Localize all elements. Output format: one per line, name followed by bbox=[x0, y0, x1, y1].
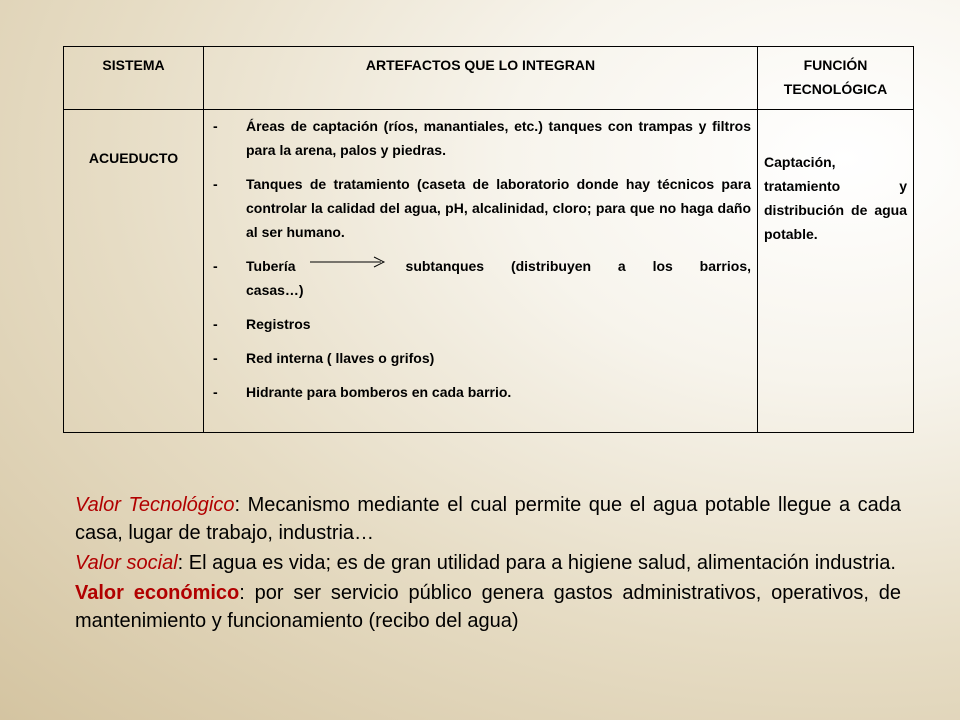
valor-economico-text: : por ser servicio público genera gastos administrativos, operativos, de mantenimiento y funcionamiento (recibo del agua) bbox=[75, 582, 901, 632]
valor-tecnologico-text: : Mecanismo mediante el cual permite que el agua potable llegue a cada casa, lugar de trabajo, industria… bbox=[75, 494, 901, 544]
cell-artefactos bbox=[204, 110, 758, 433]
tuberia-line bbox=[246, 254, 751, 278]
list-item bbox=[210, 380, 751, 404]
subtanques-text: subtanques (distribuyen a los barrios, bbox=[405, 258, 751, 274]
cell-sistema: ACUEDUCTO bbox=[64, 110, 204, 433]
valor-tecnologico bbox=[75, 491, 901, 547]
valor-social bbox=[75, 549, 901, 577]
list-item-text bbox=[246, 254, 751, 302]
bullet-dash: - bbox=[213, 258, 218, 274]
list-item bbox=[210, 114, 751, 162]
list-item bbox=[210, 312, 751, 336]
header-sistema: SISTEMA bbox=[64, 47, 204, 110]
valor-economico-label: Valor económico bbox=[75, 582, 240, 604]
valor-social-label: Valor social bbox=[75, 552, 178, 574]
values-section bbox=[75, 491, 901, 637]
valor-tecnologico-label: Valor Tecnológico bbox=[75, 494, 235, 516]
bullet-dash: - bbox=[213, 316, 218, 332]
table-row bbox=[64, 110, 914, 433]
header-artefactos: ARTEFACTOS QUE LO INTEGRAN bbox=[204, 47, 758, 110]
artifacts-table bbox=[63, 46, 914, 433]
cell-funcion: Captación, tratamiento y distribución de agua potable. bbox=[758, 110, 914, 433]
bullet-dash: - bbox=[213, 176, 218, 192]
tuberia-label: Tubería bbox=[246, 258, 296, 274]
list-item-text: Red interna ( llaves o grifos) bbox=[246, 350, 435, 366]
subtanques-continuation: casas…) bbox=[246, 282, 304, 298]
list-item bbox=[210, 346, 751, 370]
valor-social-text: : El agua es vida; es de gran utilidad para a higiene salud, alimentación industria. bbox=[177, 552, 896, 574]
list-item bbox=[210, 172, 751, 244]
list-item-text: Áreas de captación (ríos, manantiales, etc.) tanques con trampas y filtros para la arena, palos y piedras. bbox=[246, 118, 751, 158]
bullet-dash: - bbox=[213, 384, 218, 400]
valor-economico bbox=[75, 579, 901, 635]
table-header-row bbox=[64, 47, 914, 110]
right-arrow-icon bbox=[310, 256, 388, 268]
bullet-dash: - bbox=[213, 118, 218, 134]
list-item-text: Tanques de tratamiento (caseta de laboratorio donde hay técnicos para controlar la calidad del agua, pH, alcalinidad, cloro; para que no haga daño al ser humano. bbox=[246, 176, 751, 240]
list-item-text: Registros bbox=[246, 316, 311, 332]
bullet-dash: - bbox=[213, 350, 218, 366]
list-item-tuberia bbox=[210, 254, 751, 302]
header-funcion: FUNCIÓN TECNOLÓGICA bbox=[758, 47, 914, 110]
list-item-text: Hidrante para bomberos en cada barrio. bbox=[246, 384, 512, 400]
artefactos-list bbox=[210, 114, 751, 404]
